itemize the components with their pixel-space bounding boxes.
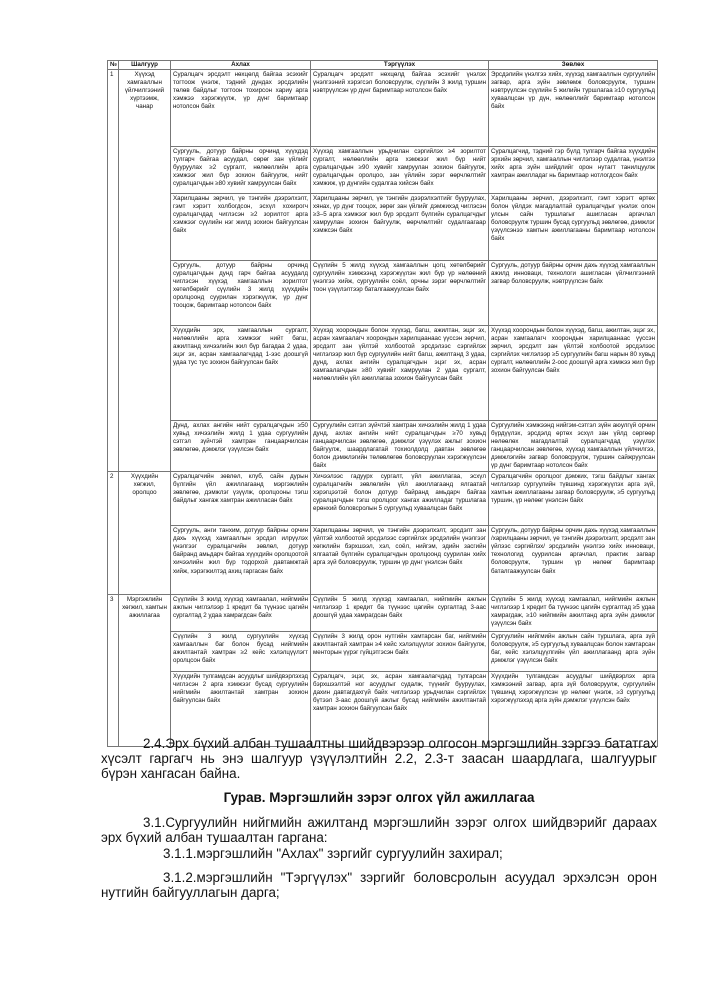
leading-cell: Хүүхэд хамгааллын урьдчилан сэргийлэх ≥4 зорилтот сургалт, нөлөөллийн арга хэмжээг жил бүр нийт суралцагчдын ≥90 хувийг хамруулан зохион байгуулж, суралцагчдын оролцоо, зан үйлийн зэрэг өөрчлөлтийг хэмжиж, үр дүнгийн судалгаа хийсэн байх bbox=[311, 146, 489, 193]
row-number: 1 bbox=[108, 69, 119, 472]
header-criterion: Шалгуур bbox=[119, 61, 171, 70]
senior-cell: Сургууль, дотуур байрны орчинд суралцагчдын дунд гарч байгаа асуудалд чиглэсэн хүүхэд хамгааллын зорилтот хөтөлбөрийг сүүлийн 3 жилд хүүхдийн оролцоонд суурилан хэрэгжүүлж, үр дүнг тооцож, баримтаар нотолсон байх bbox=[171, 260, 311, 325]
criteria-table bbox=[107, 60, 658, 747]
criterion-cell: Мэргэжлийн хөгжил, хамтын ажиллагаа bbox=[119, 595, 171, 747]
advisor-cell: Сургуулийн нийгмийн ажлын сайн туршлага, арга зүй боловсруулж, ≥5 сургуульд хуваалцсан болон хамтарсан баг, кейс хэлэлцүүлгийн үйл ажиллагаанд арга зүйн дэмжлэг үзүүлсэн байх bbox=[489, 632, 658, 672]
header-number: № bbox=[108, 61, 119, 70]
row-number: 2 bbox=[108, 472, 119, 595]
leading-cell: Харилцааны зөрчил, үе тэнгийн дээрэлхэлт, эрсдэлт зан үйлтэй холбоотой эрсдэлээс сэргийлэх эрсдэлийн үнэлгээг хөгжлийн бэрхшээл, хэл, соёл, нийгэм, эдийн засгийн ялгаатай бүлгийн суралцагчдын оролцоонд суурилан хийх арга зүй боловсруулж, туршин үр дүнг үнэлсэн байх bbox=[311, 526, 489, 595]
leading-cell: Сургуулийн сэтгэл зүйчтэй хамтран хичээлийн жилд 1 удаа дунд, ахлах ангийн нийт суралцагчдын ≥70 хувьд ганцаарчилсан зөвлөгөө, дэмжлэг үзүүлэх ажлыг зохион байгуулж, шаардлагатай тохиолдолд давтан зөвлөгөө болон дэмжлэгийн төлөвлөгөө боловсруулан хэрэгжүүлсэн байх bbox=[311, 420, 489, 472]
leading-cell: Хичээлээс гадуурх сургалт, үйл ажиллагаа, эсхүл суралцагчийн зөвлөлийн үйл ажиллагаанд ялгаатай хэрэгцээтэй болон дотуур байранд амьдарч байгаа суралцагчдын тэгш оролцоог хангах ажилладаг туршлагаа ерөнхий боловсролын 5 сургуульд хуваалцсан байх bbox=[311, 472, 489, 526]
senior-cell: Хүүхдийн эрх, хамгааллын сургалт, нөлөөллийн арга хэмжээг нийт багш, ажилтанд хичээлийн жил бүр багадаа 2 удаа, эцэг эх, асран хамгаалагчдад 1-ээс доошгүй удаа тус тус зохион байгуулсан байх bbox=[171, 325, 311, 420]
table-row bbox=[108, 325, 658, 420]
senior-cell: Суралцагчийн зөвлөл, клуб, сайн дурын бүлгийн үйл ажиллагаанд мэргэжлийн зөвлөгөө, дэмжлэг үзүүлж, оролцооны тэгш байдлыг хангаж хамтран ажилласан байх bbox=[171, 472, 311, 526]
leading-cell: Хүүхэд хоорондын болон хүүхэд, багш, ажилтан, эцэг эх, асран хамгаалагч хоорондын харилцаанаас үүссэн зөрчил, эрсдэлт зан үйлтэй холбоотой эрсдэлээс сэргийлэх чиглэлээр жил бүр сургуулийн нийт багш, ажилтанд 3 удаа, дунд, ахлах ангийн суралцагчдын эцэг эх, асран хамгаалагчдын ≥80 хувийг хамруулан 2 удаа сургалт, нөлөөллийн үйл ажиллагаа зохион байгуулсан байх bbox=[311, 325, 489, 420]
advisor-cell: Хүүхэд хоорондын болон хүүхэд, багш, ажилтан, эцэг эх, асран хамгаалагч хоорондын харилцаанаас үүссэн зөрчил, эрсдэлт зан үйлтэй холбоотой эрсдэлээс сэргийлэх чиглэлээр ≥5 сургуулийн багш нарын 80 хувьд сургалт, нөлөөллийн 2-оос доошгүй арга хэмжээ жил бүр зохион байгуулсан байх bbox=[489, 325, 658, 420]
senior-cell: Сүүлийн 3 жилд сургуулийн хүүхэд хамгааллын баг болон бусад нийгмийн ажилтантай хамтран ≥2 кейс хэлэлцүүлэгт оролцсон байх bbox=[171, 632, 311, 672]
table-row bbox=[108, 595, 658, 632]
table-row bbox=[108, 69, 658, 146]
table-row bbox=[108, 526, 658, 595]
senior-cell: Сүүлийн 3 жилд хүүхэд хамгаалал, нийгмийн ажлын чиглэлээр 1 кредит ба түүнээс цагийн сургалтад 2 удаа хамрагдсан байх bbox=[171, 595, 311, 632]
paragraph-3-1-1: 3.1.1.мэргэшлийн "Ахлах" зэргийг сургуулийн захирал; bbox=[163, 846, 503, 861]
advisor-cell: Сургууль, дотуур байрны орчин дахь хүүхэд хамгааллын /харилцааны зөрчил, үе тэнгийн дээрэлхэлт, эрсдэлт зан үйлээс сэргийлэх/ эрсдэлийн үнэлгээ хийх инноваци, технологид суурилсан аргачлал, практик загвар боловсруулж, туршин үр нөлөөг баримтаар баталгаажуулсан байх bbox=[489, 526, 658, 595]
criterion-cell: Хүүхдийн хөгжил, оролцоо bbox=[119, 472, 171, 595]
table-row bbox=[108, 260, 658, 325]
senior-cell: Дунд, ахлах ангийн нийт суралцагчдын ≥50 хувьд хичээлийн жилд 1 удаа сургуулийн сэтгэл зүйчтэй хамтран ганцаарчилсан зөвлөгөө, дэмжлэг үзүүлсэн байх bbox=[171, 420, 311, 472]
table-row bbox=[108, 146, 658, 193]
header-senior: Ахлах bbox=[171, 61, 311, 70]
table-row bbox=[108, 472, 658, 526]
table-header-row bbox=[108, 61, 658, 70]
leading-cell: Сүүлийн 5 жилд хүүхэд хамгаалал, нийгмийн ажлын чиглэлээр 1 кредит ба түүнээс цагийн сургалтад 3-аас доошгүй удаа хамрагдсан байх bbox=[311, 595, 489, 632]
leading-cell: Суралцагч эрсдэлт нөхцөлд байгаа эсэхийг үнэлэх үнэлгээний хэрэгсэл боловсруулж, сүүлийн 3 жилд туршин нэвтрүүлсэн үр дүнг баримтаар нотолсон байх bbox=[311, 69, 489, 146]
advisor-cell: Харилцааны зөрчил, дээрэлхэлт, гэмт хэрэгт өртөх болон үйлдэх магадлалтай суралцагчдыг үнэлэх олон улсын сайн туршлагыг ашигласан аргачлал боловсруулж туршин бусад сургуульд зөвлөгөө, дэмжлэг үзүүлсэнээ хамтын ажиллагааны баримтаар нотолсон байх bbox=[489, 193, 658, 260]
senior-cell: Сургууль, анги танхим, дотуур байрны орчин дахь хүүхэд хамгааллын эрсдэл илрүүлэх үнэлгээг суралцагчийн зөвлөл, дотуур байранд амьдарч байгаа хүүхдийн оролцоотой хичээлийн жил бүр тодорхой давтамжтай хийж, хэрэгжилтэд ахиц гаргасан байх bbox=[171, 526, 311, 595]
table-row bbox=[108, 420, 658, 472]
header-advisor: Зөвлөх bbox=[489, 61, 658, 70]
paragraph-3-1: 3.1.Сургуулийн нийгмийн ажилтанд мэргэшлийн зэрэг олгох шийдвэрийг дараах эрх бүхий албан тушаалтан гаргана: bbox=[101, 815, 657, 845]
advisor-cell: Хүүхдийн тулгамдсан асуудлыг шийдвэрлэх арга хэмжээний загвар, арга зүй боловсруулж, сургуулийн түвшинд хэрэгжүүлсэн үр нөлөөг үнэлж, ≥3 сургуульд хэрэгжүүлэхэд арга зүйн дэмжлэг үзүүлсэн байх bbox=[489, 672, 658, 747]
table-row bbox=[108, 193, 658, 260]
leading-cell: Сүүлийн 3 жилд орон нутгийн хамтарсан баг, нийгмийн ажилтантай хамтран ≥4 кейс хэлэлцүүлэг зохион байгуулж, менторын үүрэг гүйцэтгэсэн байх bbox=[311, 632, 489, 672]
paragraph-2-4: 2.4.Эрх бүхий албан тушаалтны шийдвэрээр олгосон мэргэшлийн зэргээ бататгах хүсэлт гаргагч нь энэ шалгуур үзүүлэлтийн 2.2, 2.3-т заасан шаардлага, шалгуурыг бүрэн хангасан байна. bbox=[101, 736, 657, 781]
leading-cell: Харилцааны зөрчил, үе тэнгийн дээрэлхэлтийг бууруулах, хянах, үр дүнг тооцох, зөрөг зан үйлийг дэмжихэд чиглэсэн ≥3–5 арга хэмжээг жил бүр эрсдэлт бүлгийн суралцагчдыг хамруулан зохион байгуулж, өөрчлөлтийг судалгаагаар хэмжсэн байх bbox=[311, 193, 489, 260]
advisor-cell: Сүүлийн 5 жилд хүүхэд хамгаалал, нийгмийн ажлын чиглэлээр 1 кредит ба түүнээс цагийн сургалтад ≥5 удаа хамрагдаж, ≥10 нийгмийн ажилтанд арга зүйн дэмжлэг үзүүлсэн байх bbox=[489, 595, 658, 632]
senior-cell: Харилцааны зөрчил, үе тэнгийн дээрэлхэлт, гэмт хэрэгт холбогдсон, эсхүл хохирогч суралцагчдад чиглэсэн ≥2 зорилтот арга хэмжээг сүүлийн нэг жилд зохион байгуулсан байх bbox=[171, 193, 311, 260]
advisor-cell: Сургууль, дотуур байрны орчин дахь хүүхэд хамгааллын ажилд инноваци, технологи ашигласан үйлчилгээний загвар боловсруулж, нэвтрүүлсэн байх bbox=[489, 260, 658, 325]
leading-cell: Сүүлийн 5 жилд хүүхэд хамгааллын цогц хөтөлбөрийг сургуулийн хэмжээнд хэрэгжүүлэн жил бүр үр нөлөөний үнэлгээ хийж, сургуулийн соёл, орчны зэрэг өөрчлөлтийг тоон үзүүлэлтээр баталгаажуулсан байх bbox=[311, 260, 489, 325]
header-leading: Тэргүүлэх bbox=[311, 61, 489, 70]
advisor-cell: Сургуулийн хэмжээнд нийгэм-сэтгэл зүйн аюулгүй орчин бүрдүүлэх, эрсдэлд өртөх эсхүл зан үйлд сөргөөр нөлөөлөх магадлалтай суралцагчдад үзүүлэх ганцаарчилсан зөвлөгөө, хүүхэд хамгааллын үйлчилгээ, дэмжлэгийн загвар боловсруулж, туршин сайжруулсан үр дүнг баримтаар нотолсон байх bbox=[489, 420, 658, 472]
advisor-cell: Эрсдэлийн үнэлгээ хийх, хүүхэд хамгааллын сургуулийн загвар, арга зүйн зөвлөмж боловсруулж, туршин нэвтрүүлсэн сүүлийн 5 жилийн туршлагаа ≥10 сургуульд хуваалцсан үр дүн, нөлөөллийг баримтаар нотолсон байх bbox=[489, 69, 658, 146]
advisor-cell: Суралцагчид, тэдний гэр бүлд тулгарч байгаа хүүхдийн эрхийн зөрчил, хамгааллын чиглэлээр судалгаа, үнэлгээ хийх арга зүйн шийдлийг орон нутагт танилцуулж хамтран ажилладаг нь баримтаар нотлогдсон байх bbox=[489, 146, 658, 193]
row-number: 3 bbox=[108, 595, 119, 747]
criterion-cell: Хүүхэд хамгааллын үйлчилгээний хүртээмж, чанар bbox=[119, 69, 171, 472]
senior-cell: Хүүхдийн тулгамдсан асуудлыг шийдвэрлэхэд чиглэсэн 2 арга хэмжээг бусад сургуулийн нийгмийн ажилтантай хамтран зохион байгуулсан байх bbox=[171, 672, 311, 747]
section-heading: Гурав. Мэргэшлийн зэрэг олгох үйл ажиллагаа bbox=[223, 790, 535, 805]
senior-cell: Сургууль, дотуур байрны орчинд хүүхдэд тулгарч байгаа асуудал, сөрөг зан үйлийг бууруулах ≥2 сургалт, нөлөөллийн арга хэмжээг жил бүр зохион байгуулж, нийт суралцагчдын ≥80 хувийг хамруулсан байх bbox=[171, 146, 311, 193]
senior-cell: Суралцагч эрсдэлт нөхцөлд байгаа эсэхийг тогтоож үнэлж, тэдний дундах эрсдэлийн төлөв байдлыг тогтоон тохирсон хариу арга хэмжээ хэрэгжүүлж, үр дүнг баримтаар нотолсон байх bbox=[171, 69, 311, 146]
advisor-cell: Суралцагчийн оролцоог дэмжих, тэгш байдлыг хангах чиглэлээр сургуулийн түвшинд хэрэгжүүлэх арга зүй, хамтын ажиллагааны загвар боловсруулж, ≥5 сургуульд туршин, үр нөлөөг үнэлсэн байх bbox=[489, 472, 658, 526]
table-row bbox=[108, 632, 658, 672]
paragraph-3-1-2: 3.1.2.мэргэшлийн "Тэргүүлэх" зэргийг боловсролын асуудал эрхэлсэн орон нутгийн байгууллагын дарга; bbox=[101, 870, 657, 900]
leading-cell: Суралцагч, эцэг, эх, асран хамгаалагчдад тулгарсан бэрхшээлтэй ног асуудлыг судалж, түүнийг бууруулах, дахин давтагдахгүй байх чиглэлээр урьдчилан сэргийлэх бүтээл 3-аас доошгүй ажлыг бусад нийгмийн ажилтантай хамтран зохион байгуулсан байх bbox=[311, 672, 489, 747]
